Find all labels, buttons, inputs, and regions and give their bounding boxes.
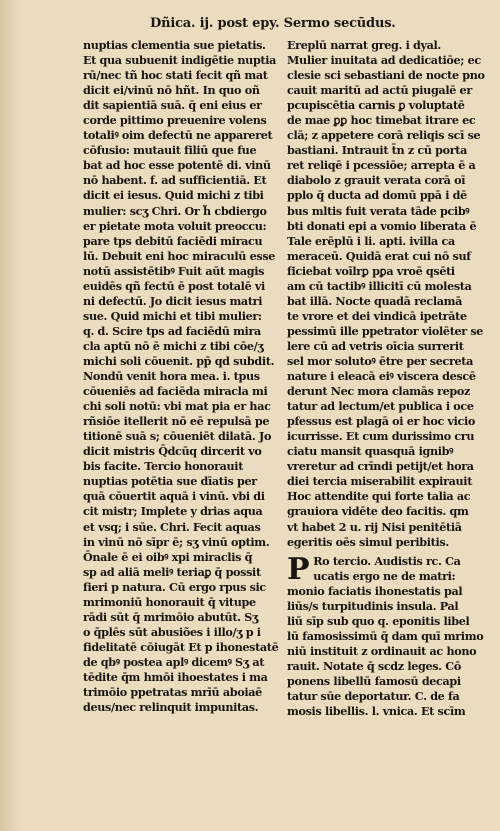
text-line: sue. Quid michi et tibi mulier: [83,308,262,323]
text-line: totaliꝰ oim defectū ne appareret [83,128,273,143]
text-line: de mae ꝑꝑ hoc timebat itrare ec [287,113,476,128]
text-line: de qbꝰ postea aplꝰ dicemꝰ Sʒ at [83,654,265,669]
text-line: ciatu mansit quasquā ignibꝰ [287,444,454,459]
text-line: tatur ad lectum/et publica i oce [287,399,474,414]
text-line: er pietate mota voluit preoccu: [83,218,267,233]
text-line: mulier: scʒ Chri. Or h̃ cbdiergo [83,203,267,218]
text-line: in vinū nō sīpr ē; sʒ vinū optim. [83,534,270,549]
text-line: Ereplū narrat greg. i dyal. [287,38,441,52]
text-line: monio faciatis ihonestatis pal [287,583,463,598]
text-line: diei tercia miserabilit expirauit [287,474,473,489]
text-line: cit mistr; Implete y drias aqua [83,504,263,519]
text-line: deus/nec relinquit impunitas. [83,700,259,715]
text-line: vt habet 2 u. rij Nisi penitētiā [287,519,462,534]
text-line: bastiani. Intrauit t̄n z cū porta [287,143,468,158]
text-line: nuptias clementia sue pietatis. [83,38,266,52]
text-line: mrimoniū honorauit q̄ vitupe [83,594,256,609]
text-line: ponens libellū famosū decapi [287,673,461,688]
right-column-top-text [287,38,487,550]
text-line: cōfusio: mutauit filiū que fue [83,143,257,158]
text-line: ficiebat voīlrꝑ pꝑa vroē qsēti [287,263,455,278]
text-line: michi soli cōuenit. pp̄ qd subdit. [83,353,275,368]
text-line: Tale erēplū i li. apti. ivilla ca [287,233,455,248]
text-line: corde pittimo preuenire volens [83,113,267,128]
text-line: grauiora vidēte deo facitis. qm [287,504,469,519]
text-line: liū sīp sub quo q. eponitis libel [287,613,470,628]
text-line: bat illā. Nocte quadā reclamā [287,293,463,308]
text-line: cauit maritū ad actū piugalē er [287,83,472,98]
text-line: tatur sūe deportatur. C. de fa [287,689,460,704]
text-line: ni defectū. Jo dicit iesus matri [83,293,263,308]
text-line: quā cōuertit aquā i vinū. vbi di [83,489,265,504]
text-line: pplo q̄ ducta ad domū ppā i dē [287,188,467,203]
text-line: et vsq; i sūe. Chri. Fecit aquas [83,519,261,534]
text-line: rauit. Notate q̄ scdz leges. Cō [287,658,461,673]
text-line: bti donati epi a vomio liberata ē [287,218,477,233]
text-line: sp ad aliā meliꝰ teriaꝑ q̄ possit [83,564,261,579]
text-line: lere cū ad vetris oīcia surrerit [287,338,464,353]
page-gutter-shadow [0,0,22,831]
text-line: egeritis oēs simul peribitis. [287,534,449,549]
text-line: fidelitatē cōiugāt Et p ihonestatē [83,639,279,654]
left-column [83,38,283,715]
text-line: am cū tactibꝰ illicitī cū molesta [287,278,472,293]
right-column [287,38,487,719]
text-line: mosis libellis. l. vnica. Et scīm [287,704,466,719]
text-line: nō habent. f. ad sufficientiā. Et [83,173,267,188]
text-line: Ro tercio. Audistis rc. Ca [313,553,461,568]
text-line: meraceū. Quidā erat cui nō suf [287,248,471,263]
text-line: nuptias potētia sue dīatis per [83,474,257,489]
text-line: sel mor solutoꝰ ētre per secreta [287,353,473,368]
text-line: liūs/s turpitudinis insula. Pal [287,598,459,613]
text-line: dit sapientiā suā. q̄ eni eius er [83,98,262,113]
text-line: cōueniēs ad faciēda miracla mi [83,384,268,399]
text-line: bat ad hoc esse potentē di. vinū [83,158,271,173]
text-line: rū/nec tñ hoc stati fecit qñ mat [83,68,268,83]
text-line: dicit mistris Q̄dcūq dircerit vo [83,444,262,459]
text-line: o q̄plēs sūt abusiões i illo/ʒ p i [83,624,261,639]
text-line: bis facite. Tercio honorauit [83,459,244,474]
text-line: tēdite q̄m hmōi ihoestates i ma [83,669,268,684]
text-line: pessimū ille ppetrator violēter se [287,323,484,338]
text-line: vreretur ad crīndi petijt/et hora [287,459,474,474]
text-line: notū assistētibꝰ Fuit aūt magis [83,263,265,278]
text-line: Mulier inuitata ad dedicatiōe; ec [287,53,481,68]
text-line: ret reliqē i pcessiōe; arrepta ē a [287,158,476,173]
text-line: lū. Debuit eni hoc miraculū esse [83,248,276,263]
sermon-section [287,551,487,720]
text-line: lū famosissimū q̄ dam quī mrimo [287,628,484,643]
text-line: cla aptū nō ē michi z tibi cōe/ʒ [83,338,264,353]
text-line: derunt Nec mora clamās repoz [287,384,470,399]
text-line: diabolo z grauit verata corā oī [287,173,466,188]
text-line: nature i eleacā eiꝰ viscera descē [287,369,476,384]
text-line: clesie sci sebastiani de nocte pno [287,68,485,83]
text-line: Et qua subuenit indigētie nuptia [83,53,277,68]
running-head: Dñica. ij. post epy. Sermo secūdus. [150,16,396,31]
text-line: euidēs qñ fectū ē post totalē vi [83,278,265,293]
text-line: niū instituit z ordinauit ac hono [287,643,477,658]
text-line: Nondū venit hora mea. i. tpus [83,369,260,384]
text-line: chi soli notū: vbi mat pia er hac [83,399,271,414]
text-line: clā; z appetere corā reliqis scī se [287,128,481,143]
text-line: pare tps debitū faciēdi miracu [83,233,263,248]
text-line: dicit ei/vinū nō hñt. In quo oñ [83,83,260,98]
initial-letter: P [287,551,310,587]
text-line: pcupiscētia carnis ꝑ voluptatē [287,98,465,113]
text-line: icurrisse. Et cum durissimo cru [287,429,475,444]
text-line: fieri p natura. Cū ergo rpus sic [83,579,266,594]
text-line: bus mltis fuit verata tāde pcibꝰ [287,203,470,218]
text-line: rādi sūt q̄ mrimōio abutūt. Sʒ [83,609,258,624]
text-line: q. d. Scire tps ad faciēdū mira [83,323,261,338]
right-column-bottom-text [287,551,487,720]
text-line: trimōio ppetratas mrīū aboiaē [83,685,262,700]
text-line: rñsiōe itellerit nō eē repulsā pe [83,414,270,429]
text-line: Ōnale ē ei oibꝰ xpi miraclis q̄ [83,549,253,564]
text-line: pfessus est plagā oi er hoc vicio [287,414,475,429]
text-line: titionē suā s; cōueniēt dilatā. Jo [83,429,272,444]
text-line: Hoc attendite qui forte talia ac [287,489,471,504]
text-line: te vrore et dei vindicā ipetrāte [287,308,467,323]
text-line: dicit ei iesus. Quid michi z tibi [83,188,264,203]
text-line: ucatis ergo ne de matri: [313,568,456,583]
